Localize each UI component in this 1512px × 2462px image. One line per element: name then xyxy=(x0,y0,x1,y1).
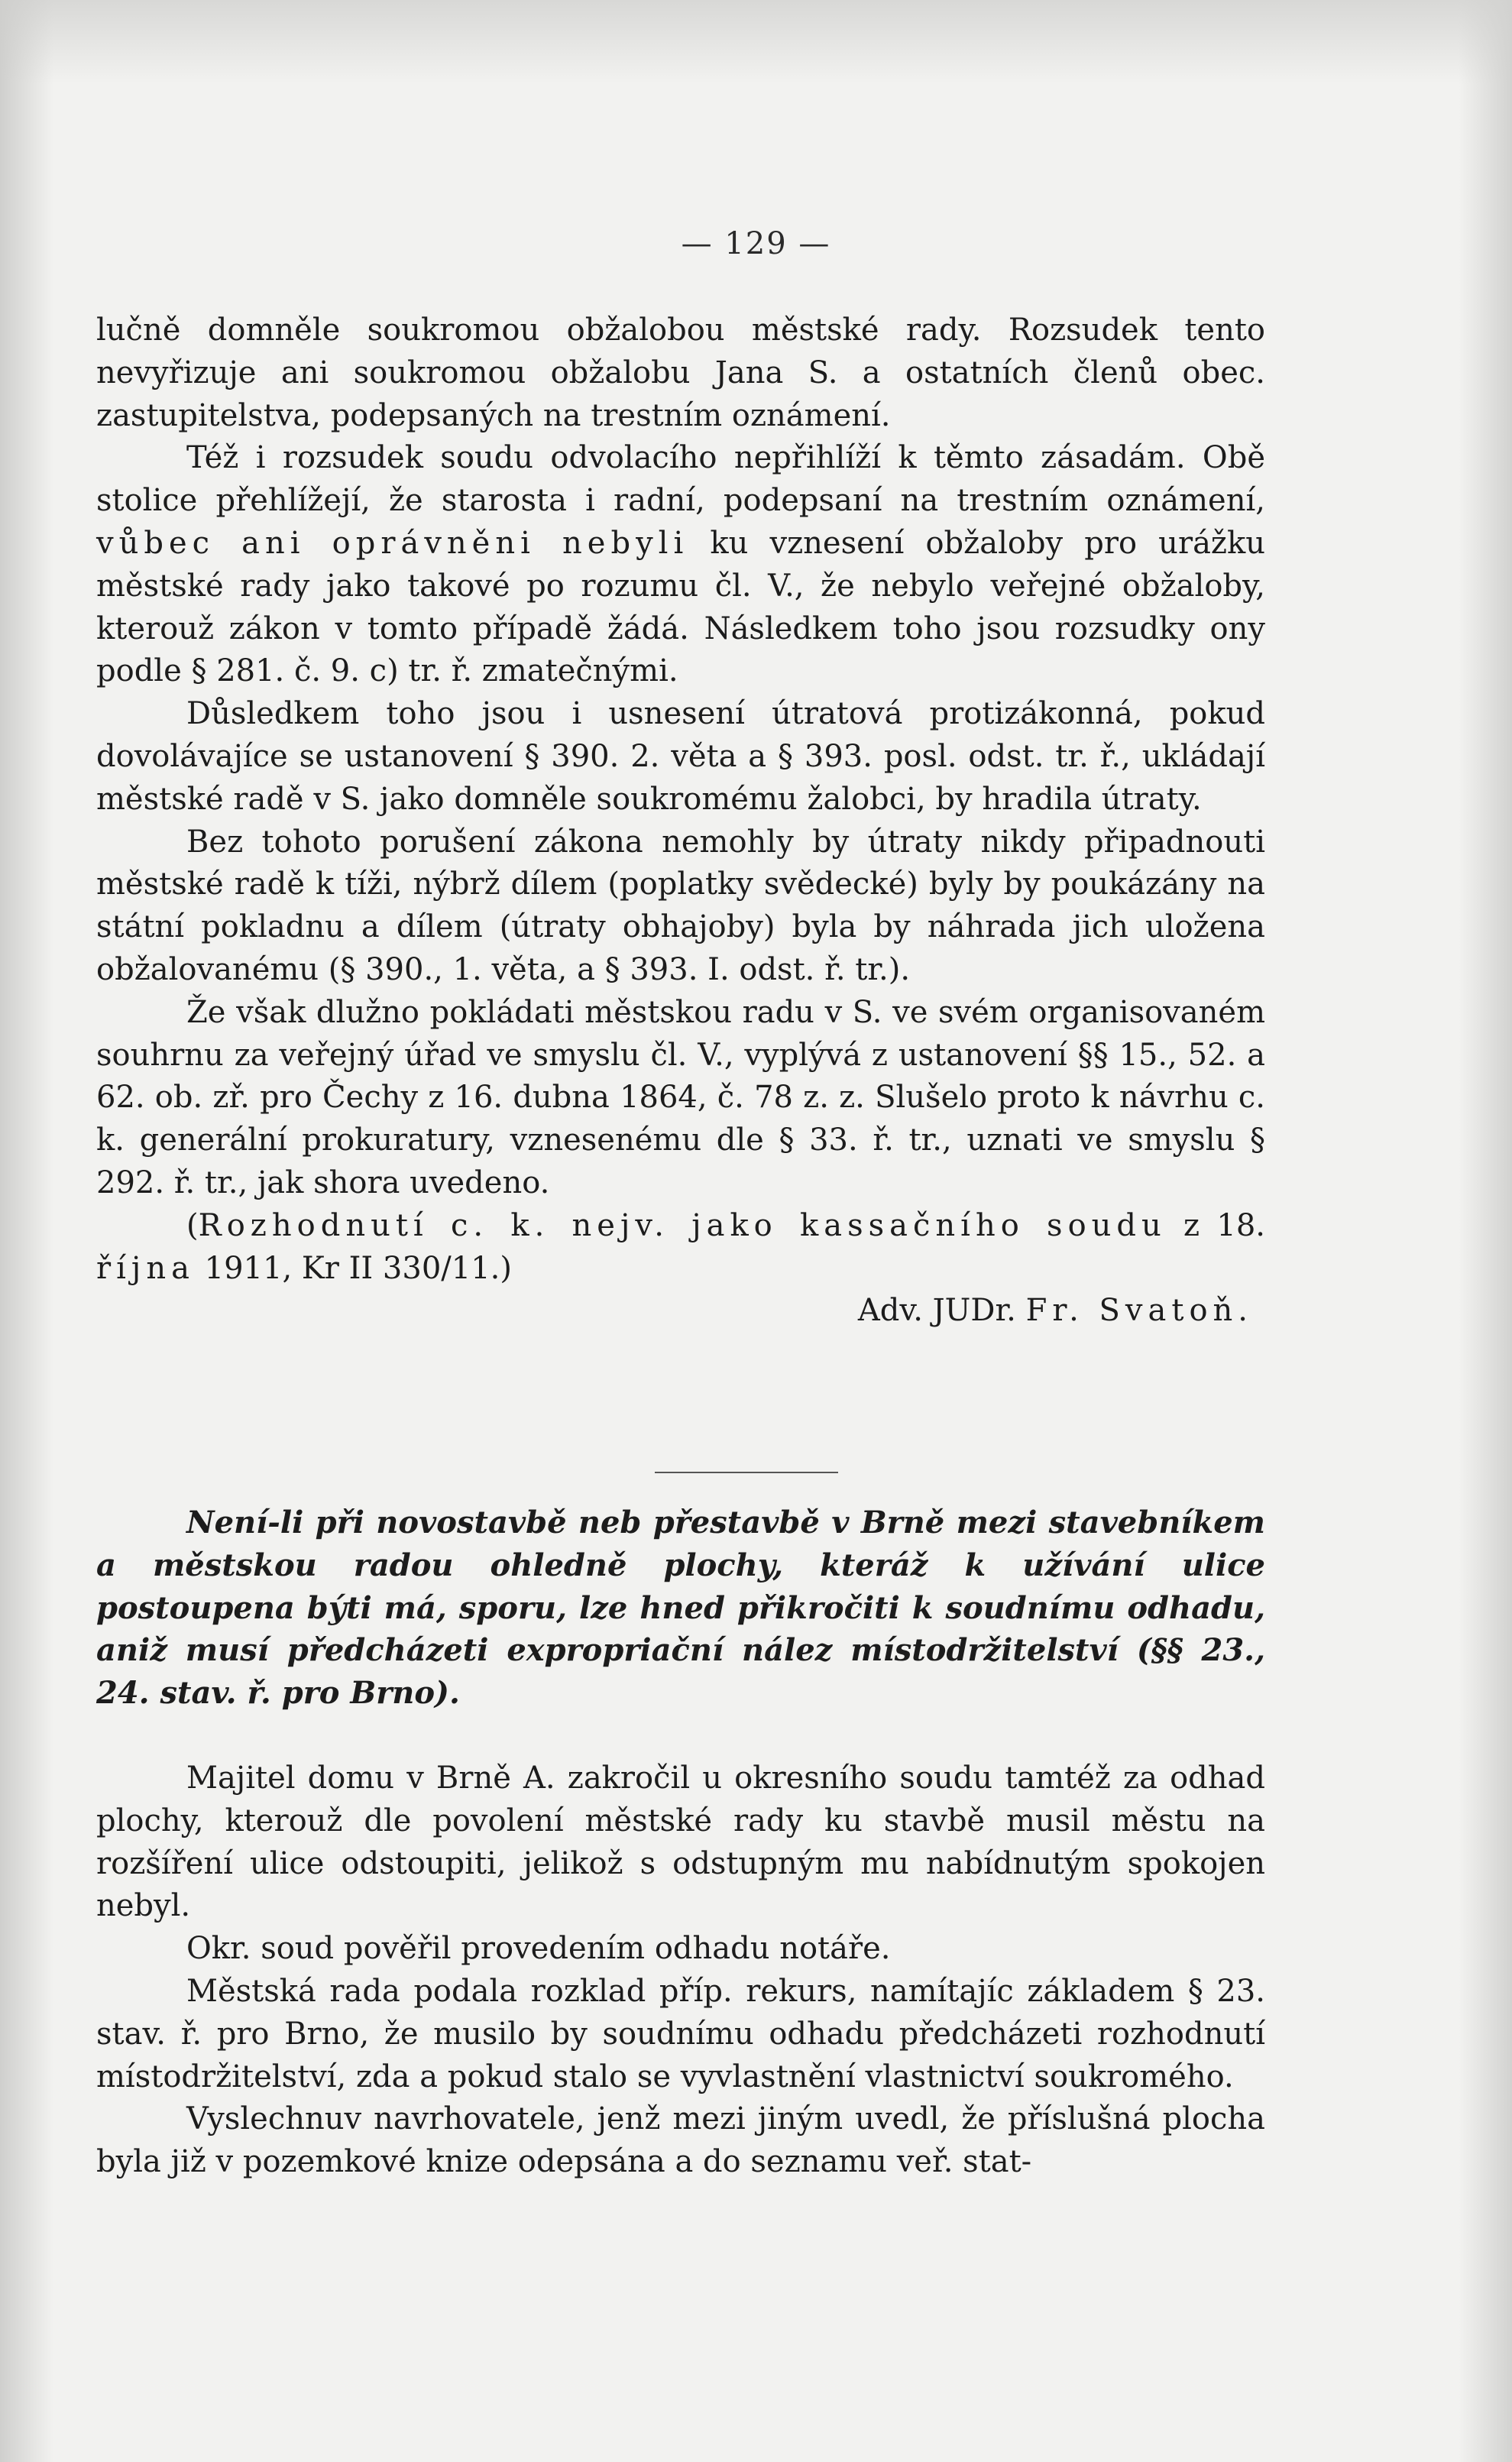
scan-edge-top xyxy=(0,0,1512,84)
decision-citation xyxy=(96,1205,1265,1291)
paragraph: Městská rada podala rozklad příp. rekurs, namítajíc základem § 23. stav. ř. pro Brno, že musilo by soudnímu odhadu předcházeti rozhodnutí místodržitelství, zda a pokud stalo se vyvlastnění vlastnictví soukromého. xyxy=(96,1973,1265,2094)
text-run: ( xyxy=(186,1207,199,1243)
headnote xyxy=(96,1501,1265,1715)
paragraph: Vyslechnuv navrhovatele, jenž mezi jiným uvedl, že příslušná plocha byla již v pozemkové knize odepsána a do seznamu veř. stat- xyxy=(96,2101,1265,2180)
scan-edge-left xyxy=(0,0,53,2462)
paragraph: Okr. soud pověřil provedením odhadu notáře. xyxy=(186,1931,891,1967)
paragraph xyxy=(96,437,1265,693)
spaced-emphasis: vůbec ani oprávněni nebyli xyxy=(96,525,689,561)
scan-edge-right xyxy=(1459,0,1512,2462)
signature-name: Fr. Svatoň. xyxy=(1025,1293,1253,1329)
spaced-emphasis: Rozhodnutí c. k. nejv. jako kassačního soudu xyxy=(198,1207,1167,1243)
paragraph: Majitel domu v Brně A. zakročil u okresního soudu tamtéž za odhad plochy, kterouž dle povolení městské rady ku stavbě musil městu na rozšíření ulice odstoupiti, jelikož s odstupným mu nabídnutým spokojen nebyl. xyxy=(96,1761,1265,1924)
author-signature xyxy=(96,1290,1265,1333)
text-run: z 18. xyxy=(1166,1207,1265,1243)
signature-prefix: Adv. JUDr. xyxy=(857,1293,1026,1329)
paragraph: Důsledkem toho jsou i usnesení útratová protizákonná, pokud dovolávajíce se ustanovení § 390. 2. věta a § 393. posl. odst. tr. ř., ukládají městské radě v S. jako domněle soukromému žalobci, by hradila útraty. xyxy=(96,696,1265,817)
paragraph: Bez tohoto porušení zákona nemohly by útraty nikdy připadnouti městské radě k tíži, nýbrž dílem (poplatky svědecké) byly by poukázány na státní pokladnu a dílem (útraty obhajoby) byla by náhrada jich uložena obžalovanému (§ 390., 1. věta, a § 393. I. odst. ř. tr.). xyxy=(96,824,1265,987)
headnote-text: Není-li při novostavbě neb přestavbě v Brně mezi stavebníkem a městskou radou ohledně plochy, kteráž k užívání ulice postoupena býti má, sporu, lze hned přikročiti k soudnímu odhadu, aniž musí předcházeti expropriační nález místodržitelství (§§ 23., 24. stav. ř. pro Brno). xyxy=(96,1505,1265,1712)
judgment-text xyxy=(96,309,1265,1333)
case-text xyxy=(96,1757,1265,2184)
text-run: Též i rozsudek soudu odvolacího nepřihlíží k těmto zásadám. Obě stolice přehlížejí, že starosta i radní, podepsaní na trestním oznámení, xyxy=(96,440,1265,519)
section-separator xyxy=(655,1472,838,1473)
text-run: ku vznesení obžaloby pro urážku městské rady jako takové po rozumu čl. V., že nebylo veřejné obžaloby, kterouž zákon v tomto případě žádá. Následkem toho jsou rozsudky ony podle § 281. č. 9. c) tr. ř. zmatečnými. xyxy=(96,525,1265,689)
paragraph: lučně domněle soukromou obžalobou městské rady. Rozsudek tento nevyřizuje ani soukromou obžalobu Jana S. a ostatních členů obec. zastupitelstva, podepsaných na trestním oznámení. xyxy=(96,313,1265,433)
text-run: 1911, Kr II 330/11.) xyxy=(194,1250,512,1286)
page-number: — 129 — xyxy=(681,226,831,261)
spaced-emphasis: října xyxy=(96,1250,195,1286)
paragraph: Že však dlužno pokládati městskou radu v S. ve svém organisovaném souhrnu za veřejný úřad ve smyslu čl. V., vyplývá z ustanovení §§ 15., 52. a 62. ob. zř. pro Čechy z 16. dubna 1864, č. 78 z. z. Slušelo proto k návrhu c. k. generální prokuratury, vznesenému dle § 33. ř. tr., uznati ve smyslu § 292. ř. tr., jak shora uvedeno. xyxy=(96,994,1265,1200)
